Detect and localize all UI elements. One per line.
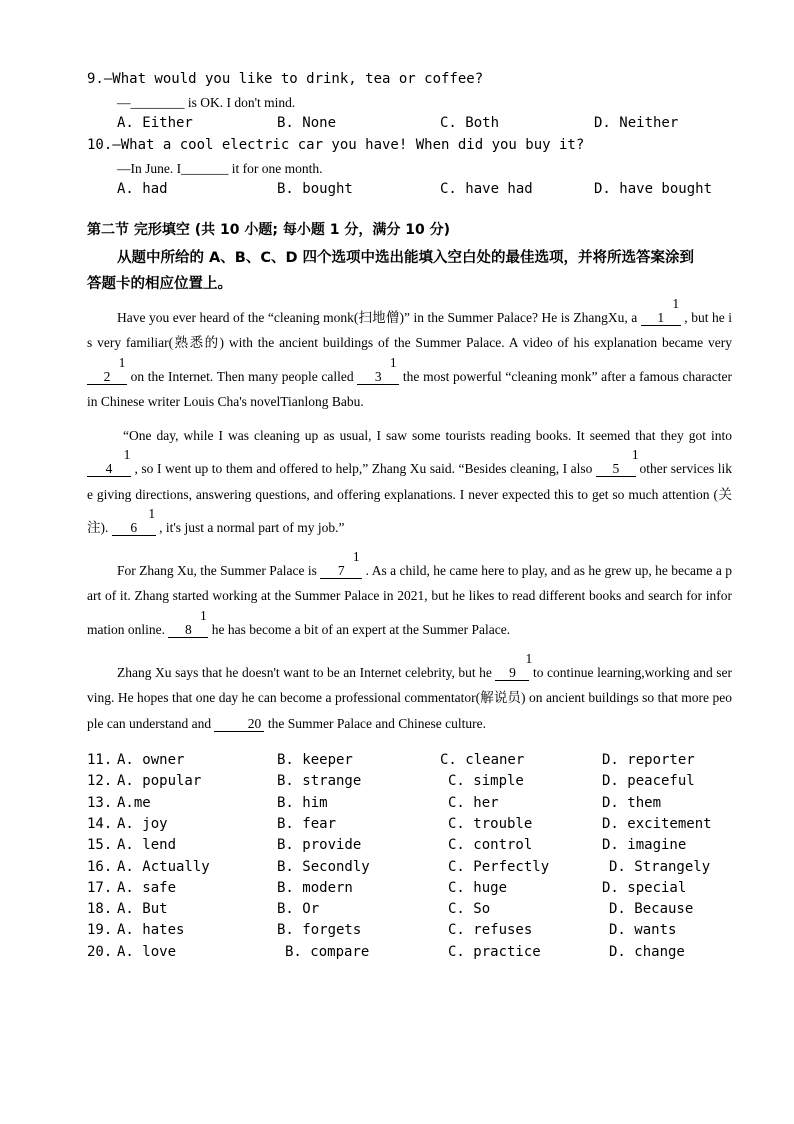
section-title: 第二节 完形填空 (共 10 小题; 每小题 1 分，满分 10 分) <box>87 222 450 238</box>
choice-option-d[interactable]: D. peaceful <box>602 773 695 790</box>
passage-text: the Summer Palace and Chinese culture. <box>264 715 487 731</box>
choice-option-a[interactable]: A. hates <box>117 922 185 939</box>
question-9-option-c: C. Both <box>440 115 500 131</box>
choice-option-d[interactable]: D. special <box>602 879 687 896</box>
choice-option-c[interactable]: C. cleaner <box>440 752 525 768</box>
choice-option-b[interactable]: B. keeper <box>277 752 353 768</box>
choice-number: 17. <box>87 879 113 896</box>
section-instruction-line1: 从题中所给的 A、B、C、D 四个选项中选出能填入空白处的最佳选项，并将所选答案涂到 <box>117 250 695 266</box>
choice-number: 20. <box>87 943 113 960</box>
choice-option-d[interactable]: D. wants <box>609 922 677 939</box>
question-10-stem: 10.—What a cool electric car you have! When did you buy it? <box>87 137 585 153</box>
choice-number: 15. <box>87 837 113 854</box>
choice-option-c[interactable]: C. practice <box>448 943 541 960</box>
choice-option-a[interactable]: A. joy <box>117 815 168 832</box>
question-10-option-d: D. have bought <box>594 181 713 197</box>
blank-18[interactable]: 18 <box>168 609 208 638</box>
reply-blank: ________ <box>130 95 185 110</box>
passage-text: , but he is very familiar(熟悉的) with the ancient buildings of the Summer Palace. A video of his explanation became very <box>87 310 732 351</box>
question-10-option-a: A. had <box>117 181 168 197</box>
choice-option-b[interactable]: B. forgets <box>277 922 362 939</box>
choice-option-c[interactable]: C. So <box>448 901 491 918</box>
choice-number: 14. <box>87 815 113 832</box>
passage-text: , so I went up to them and offered to help,” Zhang Xu said. “Besides cleaning, I also <box>131 461 596 477</box>
choice-option-c[interactable]: C. simple <box>448 773 524 790</box>
blank-17[interactable]: 17 <box>320 550 362 579</box>
passage-text: “One day, while I was cleaning up as usual, I saw some tourists reading books. It seemed that they got into <box>123 428 732 443</box>
passage-text: , it's just a normal part of my job.” <box>155 520 345 536</box>
question-9-option-a: A. Either <box>117 115 193 131</box>
reply-prefix: —In June. I <box>117 161 182 176</box>
choice-option-c[interactable]: C. control <box>448 837 533 854</box>
blank-19[interactable]: 19 <box>495 652 529 681</box>
choice-option-b[interactable]: B. him <box>277 794 328 811</box>
reply-prefix: — <box>117 95 131 110</box>
choice-option-d[interactable]: D. reporter <box>602 752 695 768</box>
choice-option-a[interactable]: A. Actually <box>117 858 210 875</box>
choice-option-d[interactable]: D. excitement <box>602 815 712 832</box>
choice-option-b[interactable]: B. provide <box>277 837 362 854</box>
passage-paragraph-4 <box>87 652 732 736</box>
choice-option-b[interactable]: B. modern <box>277 879 353 896</box>
passage-text: other services like giving directions, answering questions, and offering explanations. I never expected this to get so much attention (关注). <box>87 461 732 536</box>
choice-option-a[interactable]: A. safe <box>117 879 177 896</box>
choice-option-b[interactable]: B. Or <box>277 901 320 918</box>
blank-14[interactable]: 14 <box>87 448 131 477</box>
choice-number: 19. <box>87 922 113 939</box>
blank-20[interactable]: 20 <box>214 717 264 732</box>
passage-text: . As a child, he came here to play, and as he grew up, he became a part of it. Zhang started working at the Summer Palace in 2021, but he likes to read different books and search for information online. <box>87 563 732 637</box>
choice-option-c[interactable]: C. refuses <box>448 922 533 939</box>
question-9-option-d: D. Neither <box>594 115 679 131</box>
choice-option-b[interactable]: B. Secondly <box>277 858 370 875</box>
reply-blank: _______ <box>181 161 229 176</box>
blank-11[interactable]: 11 <box>641 297 681 326</box>
choice-option-d[interactable]: D. change <box>609 943 685 960</box>
question-9-stem: 9.—What would you like to drink, tea or coffee? <box>87 71 484 87</box>
passage-paragraph-3 <box>87 550 732 642</box>
reply-suffix: it for one month. <box>228 161 323 176</box>
question-9-reply <box>117 95 295 111</box>
passage-paragraph-2 <box>87 423 732 541</box>
choice-option-b[interactable]: B. fear <box>277 815 337 832</box>
passage-text: Have you ever heard of the “cleaning monk(扫地僧)” in the Summer Palace? He is ZhangXu, a <box>117 310 641 325</box>
choice-option-d[interactable]: D. Because <box>609 901 694 918</box>
choice-option-a[interactable]: A. owner <box>117 752 185 768</box>
choice-number: 16. <box>87 858 113 875</box>
passage-text: For Zhang Xu, the Summer Palace is <box>117 563 321 578</box>
blank-13[interactable]: 13 <box>357 356 399 385</box>
choice-option-d[interactable]: D. Strangely <box>609 858 711 875</box>
choice-option-b[interactable]: B. strange <box>277 773 362 790</box>
passage-text: he has become a bit of an expert at the Summer Palace. <box>208 621 511 637</box>
blank-16[interactable]: 16 <box>112 507 156 536</box>
blank-15[interactable]: 15 <box>596 448 636 477</box>
blank-12[interactable]: 12 <box>87 356 127 385</box>
passage-paragraph-1 <box>87 297 732 415</box>
choice-option-a[interactable]: A. popular <box>117 773 202 790</box>
reply-suffix: is OK. I don't mind. <box>184 95 296 110</box>
choice-option-a[interactable]: A. love <box>117 943 177 960</box>
choice-number: 11. <box>87 752 113 768</box>
choice-option-c[interactable]: C. her <box>448 794 499 811</box>
question-10-option-b: B. bought <box>277 181 353 197</box>
question-10-reply <box>117 161 323 177</box>
choice-number: 18. <box>87 901 113 918</box>
choice-number: 12. <box>87 773 113 790</box>
choice-number: 13. <box>87 794 113 811</box>
choice-option-c[interactable]: C. trouble <box>448 815 533 832</box>
choice-option-c[interactable]: C. huge <box>448 879 508 896</box>
section-instruction-line2: 答题卡的相应位置上。 <box>87 276 232 292</box>
choice-option-a[interactable]: A. But <box>117 901 168 918</box>
question-9-option-b: B. None <box>277 115 337 131</box>
choice-option-c[interactable]: C. Perfectly <box>448 858 550 875</box>
choice-option-d[interactable]: D. them <box>602 794 662 811</box>
choice-option-a[interactable]: A.me <box>117 794 151 811</box>
passage-text: on the Internet. Then many people called <box>127 368 358 384</box>
choice-option-a[interactable]: A. lend <box>117 837 177 854</box>
question-10-option-c: C. have had <box>440 181 533 197</box>
passage-text: to continue learning,working and serving. He hopes that one day he can become a professional commentator(解说员) on ancient buildings so that more people can understand and <box>87 665 732 731</box>
choice-option-d[interactable]: D. imagine <box>602 837 687 854</box>
passage-text: Zhang Xu says that he doesn't want to be an Internet celebrity, but he <box>117 665 496 680</box>
choice-option-b[interactable]: B. compare <box>285 943 370 960</box>
passage-text: the most powerful “cleaning monk” after a famous character in Chinese writer Louis Cha's novelTianlong Babu. <box>87 368 732 410</box>
